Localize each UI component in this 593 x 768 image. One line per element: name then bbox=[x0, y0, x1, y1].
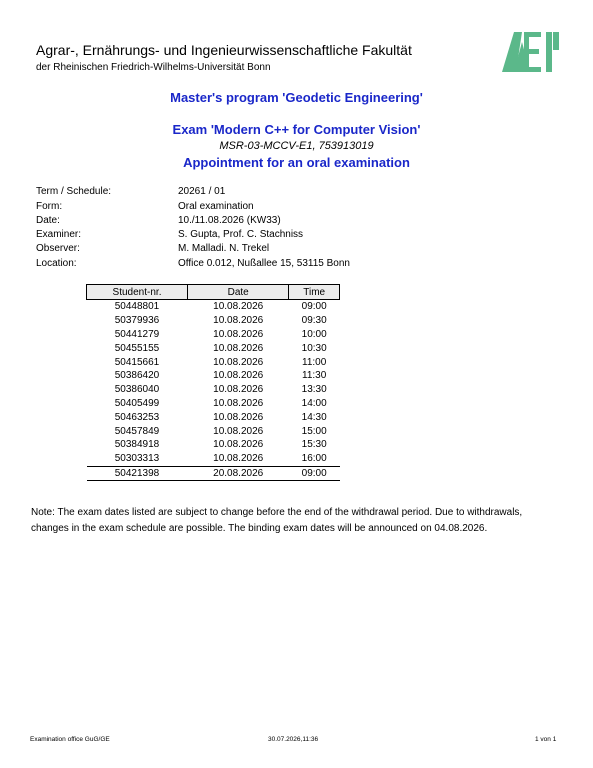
student-nr-cell: 50386040 bbox=[114, 384, 160, 396]
student-nr-cell: 50448801 bbox=[114, 301, 160, 313]
time-cell: 15:30 bbox=[301, 439, 327, 451]
info-row-form bbox=[36, 201, 436, 215]
student-nr-cell: 50463253 bbox=[114, 411, 160, 423]
appointment-title: Appointment for an oral examination bbox=[183, 155, 410, 170]
time-cell: 09:00 bbox=[301, 301, 327, 313]
date-cell: 10.08.2026 bbox=[213, 411, 264, 423]
date-cell: 10.08.2026 bbox=[213, 356, 264, 368]
student-nr-cell: 50421398 bbox=[87, 466, 188, 481]
date-cell: 10.08.2026 bbox=[213, 439, 264, 451]
date-cell: 10.08.2026 bbox=[213, 425, 264, 437]
footer-page-number: 1 von 1 bbox=[535, 736, 557, 743]
table-row bbox=[87, 438, 340, 452]
time-cell: 09:30 bbox=[301, 315, 327, 327]
withdrawal-note: Note: The exam dates listed are subject to change before the end of the withdrawal period. Due to withdrawals, changes in the exam schedule are possible. The binding exam dates will be announced on 04.08.2026. bbox=[31, 507, 523, 534]
table-row bbox=[87, 397, 340, 411]
table-row bbox=[87, 328, 340, 342]
info-label: Form: bbox=[36, 201, 63, 212]
info-label: Examiner: bbox=[36, 229, 82, 240]
student-nr-cell: 50379936 bbox=[114, 315, 160, 327]
date-cell: 20.08.2026 bbox=[188, 466, 289, 481]
footer-timestamp: 30.07.2026,11:36 bbox=[268, 736, 319, 743]
exam-title: Exam 'Modern C++ for Computer Vision' bbox=[172, 122, 421, 137]
time-cell: 10:00 bbox=[301, 328, 327, 340]
table-row bbox=[87, 341, 340, 355]
table-row bbox=[87, 300, 340, 314]
date-cell: 10.08.2026 bbox=[213, 342, 264, 354]
student-nr-cell: 50457849 bbox=[114, 425, 160, 437]
footer-office: Examination office GuG/GE bbox=[30, 736, 110, 743]
date-cell: 10.08.2026 bbox=[213, 397, 264, 409]
info-label: Location: bbox=[36, 258, 77, 269]
table-row bbox=[87, 410, 340, 424]
info-label: Date: bbox=[36, 215, 60, 226]
info-row-date bbox=[36, 215, 436, 229]
info-label: Term / Schedule: bbox=[36, 186, 112, 197]
info-row-observer bbox=[36, 243, 436, 257]
faculty-logo bbox=[500, 30, 560, 74]
time-cell: 11:00 bbox=[302, 356, 327, 368]
time-cell: 13:30 bbox=[301, 384, 327, 396]
student-nr-cell: 50386420 bbox=[114, 370, 160, 382]
program-title: Master's program 'Geodetic Engineering' bbox=[170, 90, 423, 105]
date-cell: 10.08.2026 bbox=[213, 315, 264, 327]
info-row-location bbox=[36, 258, 436, 272]
column-header-date: Date bbox=[188, 285, 289, 300]
time-cell: 14:30 bbox=[301, 411, 327, 423]
info-value: M. Malladi. N. Trekel bbox=[178, 243, 270, 254]
time-cell: 16:00 bbox=[301, 453, 327, 465]
table-header-row bbox=[87, 285, 340, 300]
table-row bbox=[87, 314, 340, 328]
time-cell: 09:00 bbox=[289, 466, 340, 481]
date-cell: 10.08.2026 bbox=[213, 453, 264, 465]
date-cell: 10.08.2026 bbox=[213, 370, 264, 382]
info-row-term bbox=[36, 186, 436, 200]
student-nr-cell: 50303313 bbox=[114, 453, 160, 465]
date-cell: 10.08.2026 bbox=[213, 384, 264, 396]
student-nr-cell: 50441279 bbox=[114, 328, 160, 340]
table-row bbox=[87, 383, 340, 397]
date-cell: 10.08.2026 bbox=[213, 328, 264, 340]
student-nr-cell: 50384918 bbox=[114, 439, 160, 451]
time-cell: 15:00 bbox=[301, 425, 327, 437]
table-row bbox=[87, 466, 340, 481]
info-value: S. Gupta, Prof. C. Stachniss bbox=[178, 229, 304, 240]
faculty-title: Agrar-, Ernährungs- und Ingenieurwissenschaftliche Fakultät bbox=[36, 42, 412, 58]
info-label: Observer: bbox=[36, 243, 80, 254]
student-nr-cell: 50405499 bbox=[114, 397, 160, 409]
column-header-student-nr: Student-nr. bbox=[87, 285, 188, 300]
table-row bbox=[87, 355, 340, 369]
table-row bbox=[87, 452, 340, 466]
student-nr-cell: 50415661 bbox=[114, 356, 160, 368]
info-value: 20261 / 01 bbox=[178, 186, 226, 197]
info-value: 10./11.08.2026 (KW33) bbox=[178, 215, 281, 226]
university-subtitle: der Rheinischen Friedrich-Wilhelms-Universität Bonn bbox=[36, 62, 271, 73]
time-cell: 11:30 bbox=[302, 370, 327, 382]
column-header-time: Time bbox=[289, 285, 340, 300]
exam-code: MSR-03-MCCV-E1, 753913019 bbox=[219, 140, 374, 152]
time-cell: 14:00 bbox=[301, 397, 327, 409]
info-value: Office 0.012, Nußallee 15, 53115 Bonn bbox=[178, 258, 350, 269]
info-value: Oral examination bbox=[178, 201, 254, 212]
date-cell: 10.08.2026 bbox=[213, 301, 264, 313]
table-row bbox=[87, 424, 340, 438]
exam-schedule-table bbox=[86, 284, 340, 481]
info-row-examiner bbox=[36, 229, 436, 243]
time-cell: 10:30 bbox=[301, 342, 327, 354]
table-row bbox=[87, 369, 340, 383]
student-nr-cell: 50455155 bbox=[114, 342, 160, 354]
